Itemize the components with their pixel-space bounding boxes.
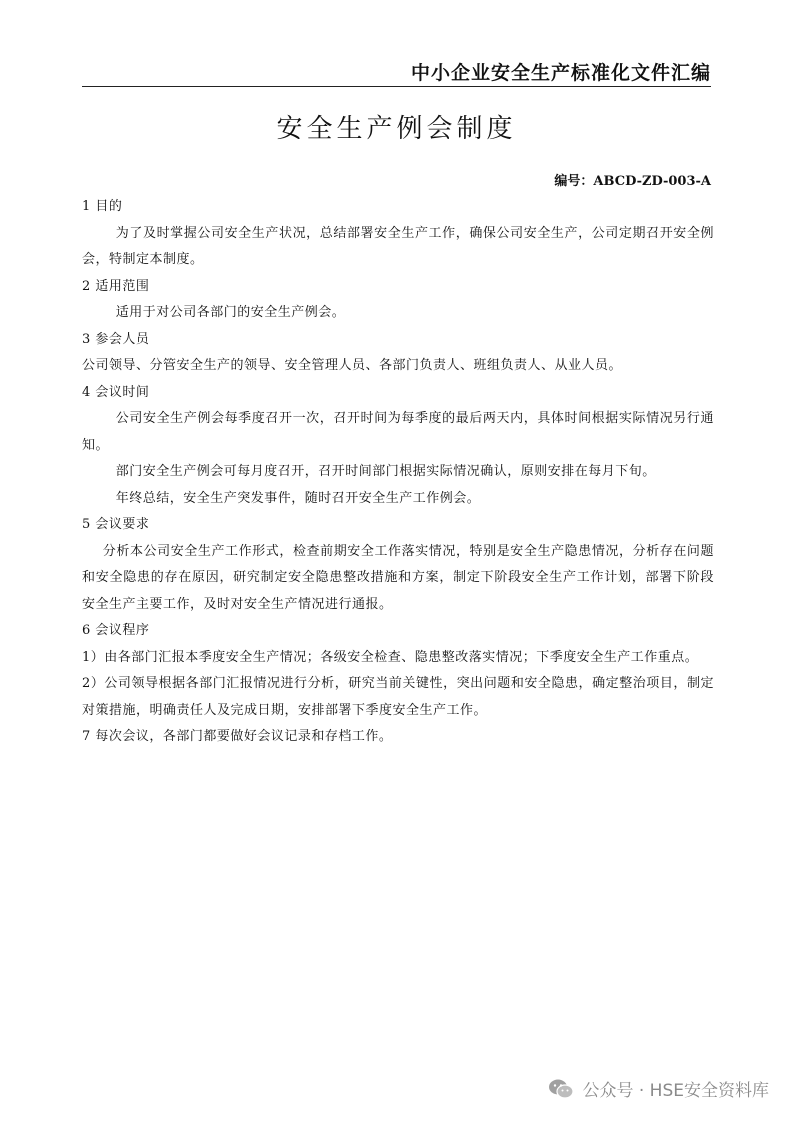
paragraph: 为了及时掌握公司安全生产状况，总结部署安全生产工作，确保公司安全生产，公司定期召开安全例会，特制定本制度。 xyxy=(82,225,714,267)
section-heading-meeting-time: 4 会议时间 xyxy=(82,384,150,400)
wechat-icon xyxy=(548,1078,574,1100)
paragraph: 部门安全生产例会可每月度召开，召开时间部门根据实际情况确认，原则安排在每月下旬。 xyxy=(115,464,656,479)
paragraph: 1）由各部门汇报本季度安全生产情况；各级安全检查、隐患整改落实情况；下季度安全生产工作重点。 xyxy=(82,649,699,665)
document-number: 编号：ABCD-ZD-003-A xyxy=(554,174,711,189)
paragraph: 公司安全生产例会每季度召开一次，召开时间为每季度的最后两天内，具体时间根据实际情况另行通知。 xyxy=(82,411,714,453)
header-title: 中小企业安全生产标准化文件汇编 xyxy=(410,62,711,84)
section-heading-scope: 2 适用范围 xyxy=(82,278,150,294)
watermark xyxy=(548,1076,769,1101)
section-heading-records: 7 每次会议，各部门都要做好会议记录和存档工作。 xyxy=(82,729,393,744)
paragraph: 2）公司领导根据各部门汇报情况进行分析，研究当前关键性，突出问题和安全隐患，确定整治项目，制定对策措施，明确责任人及完成日期，安排部署下季度安全生产工作。 xyxy=(82,676,714,718)
section-heading-requirements: 5 会议要求 xyxy=(82,517,150,532)
document-title: 安全生产例会制度 xyxy=(276,114,517,144)
section-heading-attendees: 3 参会人员 xyxy=(82,331,150,347)
paragraph: 年终总结，安全生产突发事件，随时召开安全生产工作例会。 xyxy=(115,490,481,506)
section-heading-purpose: 1 目的 xyxy=(82,199,123,214)
section-heading-procedure: 6 会议程序 xyxy=(82,623,150,638)
header-divider xyxy=(82,86,711,87)
paragraph: 适用于对公司各部门的安全生产例会。 xyxy=(115,305,346,320)
paragraph: 公司领导、分管安全生产的领导、安全管理人员、各部门负责人、班组负责人、从业人员。 xyxy=(82,358,623,373)
watermark-text: 公众号 · HSE安全资料库 xyxy=(582,1081,769,1101)
document-body xyxy=(82,194,714,751)
paragraph: 分析本公司安全生产工作形式，检查前期安全工作落实情况，特别是安全生产隐患情况，分析存在问题和安全隐患的存在原因，研究制定安全隐患整改措施和方案，制定下阶段安全生产工作计划，部署下阶段安全生产主要工作，及时对安全生产情况进行通报。 xyxy=(82,543,714,612)
